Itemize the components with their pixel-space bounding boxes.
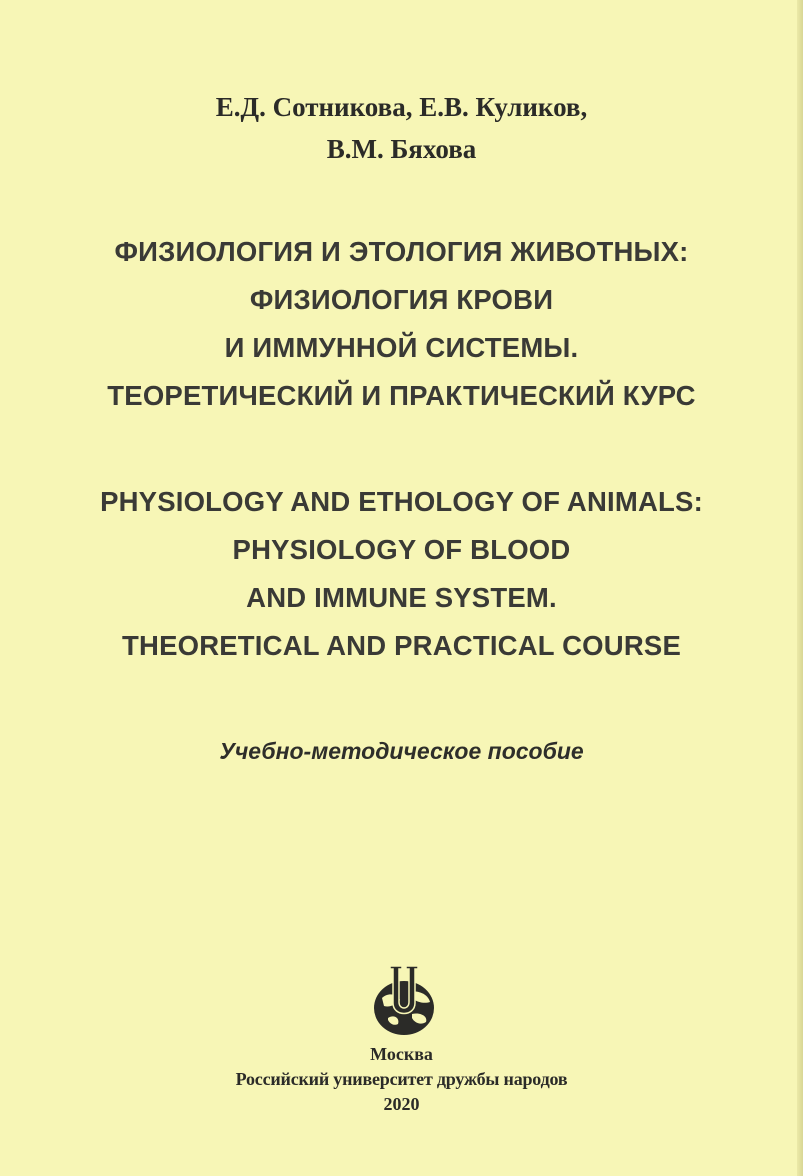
publisher-name: Российский университет дружбы народов xyxy=(235,1069,568,1089)
title-english xyxy=(0,478,803,670)
title-ru-line-2: ФИЗИОЛОГИЯ КРОВИ xyxy=(249,284,554,315)
title-en-line-4: THEORETICAL AND PRACTICAL COURSE xyxy=(122,630,681,661)
authors-line-2: В.М. Бяхова xyxy=(326,134,477,164)
publisher-imprint xyxy=(0,1042,803,1117)
title-en-line-3: AND IMMUNE SYSTEM. xyxy=(246,582,557,613)
title-russian xyxy=(0,228,803,420)
title-en-line-2: PHYSIOLOGY OF BLOOD xyxy=(232,534,571,565)
cover-edge xyxy=(797,0,803,1176)
title-ru-line-3: И ИММУННОЙ СИСТЕМЫ. xyxy=(224,332,579,363)
publisher-city: Москва xyxy=(370,1044,433,1064)
authors-line-1: Е.Д. Сотникова, Е.В. Куликов, xyxy=(215,92,588,122)
title-ru-line-1: ФИЗИОЛОГИЯ И ЭТОЛОГИЯ ЖИВОТНЫХ: xyxy=(114,236,689,267)
authors xyxy=(0,86,803,170)
title-en-line-1: PHYSIOLOGY AND ETHOLOGY OF ANIMALS: xyxy=(100,486,703,517)
rudn-university-logo-icon xyxy=(368,962,444,1042)
title-ru-line-4: ТЕОРЕТИЧЕСКИЙ И ПРАКТИЧЕСКИЙ КУРС xyxy=(107,380,696,411)
publication-year: 2020 xyxy=(383,1094,420,1114)
subtitle: Учебно-методическое пособие xyxy=(219,738,584,764)
